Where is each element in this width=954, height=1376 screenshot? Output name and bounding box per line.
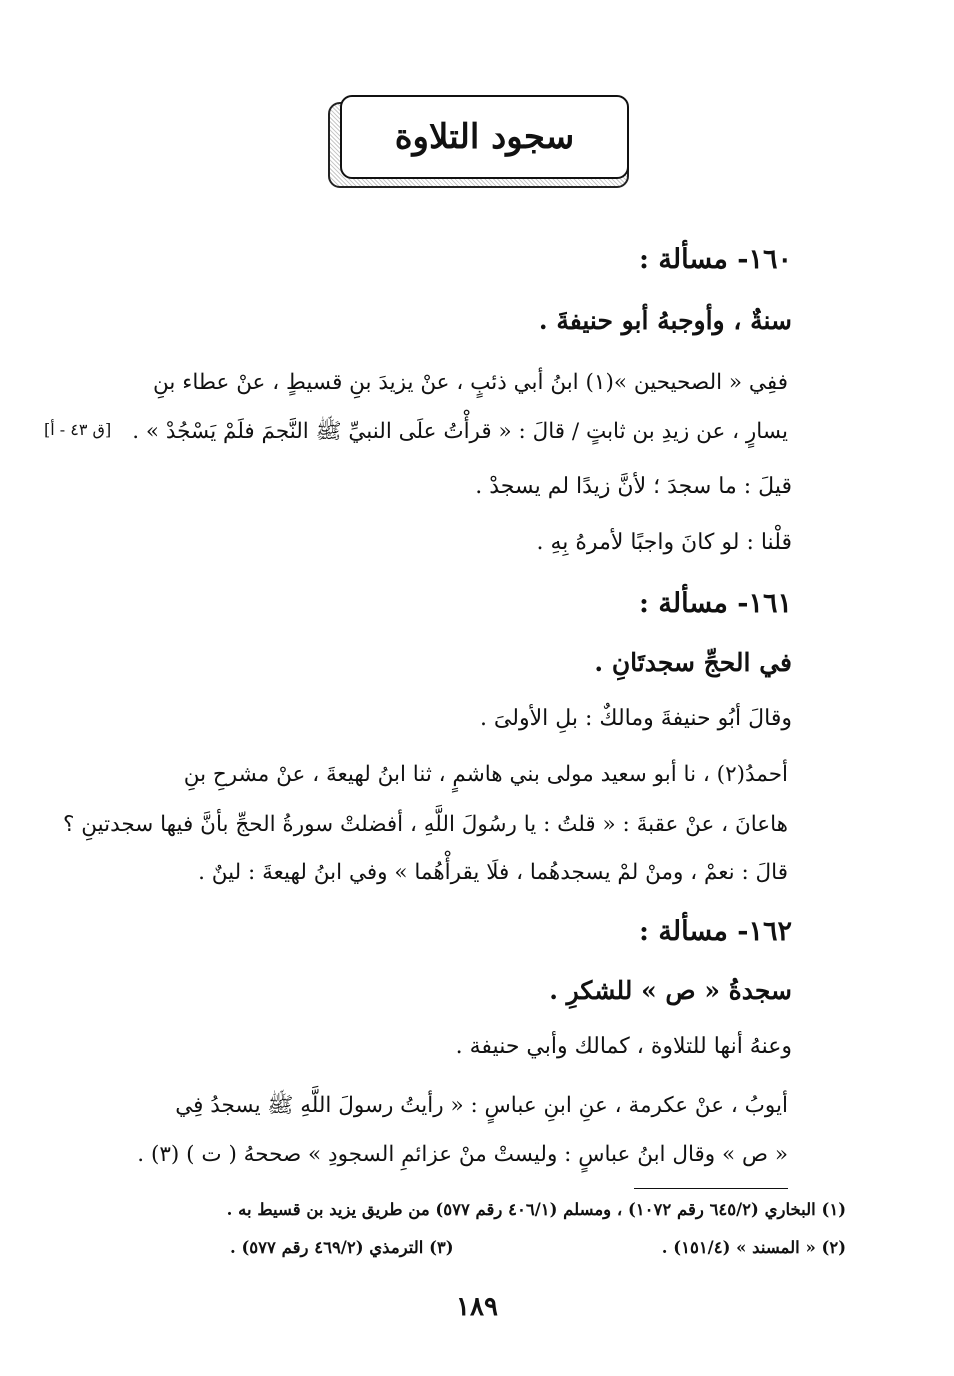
- title-frame: [340, 95, 629, 179]
- footnote-divider: [634, 1188, 788, 1189]
- chapter-title: سجود التلاوة: [394, 117, 575, 157]
- issue-162-paragraph-line-2: « ص » وقال ابنُ عباسٍ : وليستْ منْ عزائمِ السجودِ » صححهُ ( ت ) (٣) .: [137, 1142, 788, 1167]
- issue-161-paragraph-line-2: هاعانَ ، عنْ عقبةَ : « قلتُ : يا رسُولَ اللَّهِ ، أفضلتْ سورةُ الحجِّ بأنَّ فيها سجدتينِ ؟: [63, 812, 788, 837]
- issue-162-heading: ١٦٢- مسألة :: [639, 916, 792, 947]
- issue-162-opinion: وعنهُ أنها للتلاوة ، كمالك وأبي حنيفة .: [455, 1034, 792, 1059]
- issue-162-paragraph-line-1: أيوبُ ، عنْ عكرمة ، عنِ ابنِ عباسٍ : « رأيتُ رسولَ اللَّهِ ﷺ يسجدُ فِي: [175, 1093, 788, 1118]
- issue-161-paragraph-line-3: قالَ : نعمْ ، ومنْ لمْ يسجدهُما ، فلَا يقرأْهُما » وفي ابنُ لهيعةَ : لينٌ .: [198, 860, 788, 885]
- issue-161-opinion: وقالَ أبُو حنيفةَ ومالكٌ : بلِ الأولىَ .: [479, 706, 792, 731]
- footnote-2: (٢) « المسند » (١٥١/٤) .: [661, 1238, 846, 1257]
- issue-161-ruling: في الحجِّ سجدتَانِ .: [594, 648, 792, 677]
- issue-160-reply: قلْنا : لو كانَ واجبًا لأمرهُ بِهِ .: [536, 530, 792, 555]
- issue-161-paragraph-line-1: أحمدُ(٢) ، نا أبو سعيد مولى بني هاشمٍ ، ثنا ابنُ لهيعةَ ، عنْ مشرحِ بنِ: [183, 762, 788, 787]
- issue-160-paragraph-line-1: ففِي « الصحيحين »(١) ابنُ أبي ذئبٍ ، عنْ يزيدَ بنِ قسيطٍ ، عنْ عطاء بنِ: [153, 370, 788, 395]
- issue-160-paragraph-line-2: يسارٍ ، عن زيدِ بن ثابتٍ / قالَ : « قرأْتُ علَى النبيِّ ﷺ النَّجمَ فلَمْ يَسْجُدْ » .: [132, 419, 788, 444]
- footnote-3: (٣) الترمذي (٤٦٩/٢ رقم ٥٧٧) .: [230, 1238, 454, 1257]
- issue-162-ruling: سجدةُ « ص » للشكرِ .: [549, 976, 792, 1005]
- manuscript-folio-marker: [ق ٤٣ - أ]: [44, 420, 112, 439]
- page-number: ١٨٩: [456, 1292, 498, 1322]
- issue-160-ruling: سنةٌ ، وأوجبهُ أبو حنيفةَ .: [538, 306, 792, 335]
- issue-160-heading: ١٦٠- مسألة :: [639, 244, 792, 275]
- issue-160-objection: قيلَ : ما سجدَ ؛ لأنَّ زيدًا لم يسجدْ .: [475, 474, 792, 499]
- footnote-1: (١) البخاري (٦٤٥/٢ رقم ١٠٧٢) ، ومسلم (٤٠٦/١ رقم ٥٧٧) من طريق يزيد بن قسيط به .: [226, 1200, 846, 1219]
- issue-161-heading: ١٦١- مسألة :: [639, 588, 792, 619]
